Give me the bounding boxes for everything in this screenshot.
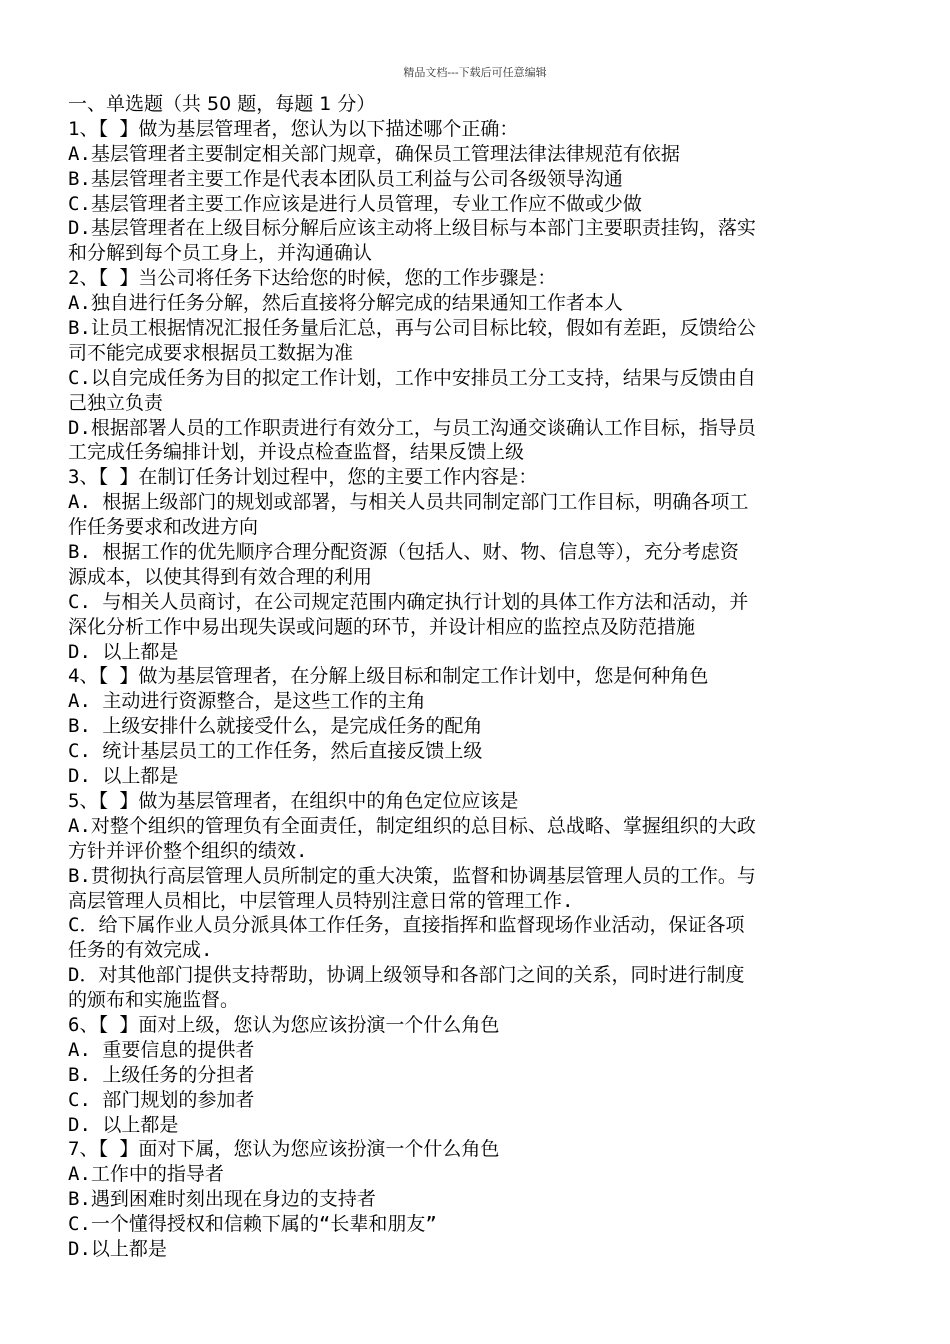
question-6-option-a: A. 重要信息的提供者: [68, 1038, 255, 1061]
question-3-option-b-cont: 源成本，以使其得到有效合理的利用: [68, 565, 373, 588]
document-body: [68, 92, 883, 1262]
question-5-option-b: B.贯彻执行高层管理人员所制定的重大决策，监督和协调基层管理人员的工作。与: [68, 864, 756, 887]
question-2-option-c-cont: 己独立负责: [68, 391, 164, 414]
question-5-stem: 5、【 】做为基层管理者，在组织中的角色定位应该是: [68, 789, 519, 812]
question-2-option-b: B.让员工根据情况汇报任务量后汇总，再与公司目标比较，假如有差距，反馈给公: [68, 317, 756, 340]
question-5-option-c: C．给下属作业人员分派具体工作任务，直接指挥和监督现场作业活动，保证各项: [68, 914, 745, 937]
question-5-option-d-cont: 的颁布和实施监督。: [68, 989, 240, 1012]
question-7-option-d: D.以上都是: [68, 1237, 167, 1260]
question-4-option-a: A. 主动进行资源整合，是这些工作的主角: [68, 690, 426, 713]
question-7-stem: 7、【 】面对下属，您认为您应该扮演一个什么角色: [68, 1138, 500, 1161]
question-2-option-d: D.根据部署人员的工作职责进行有效分工，与员工沟通交谈确认工作目标，指导员: [68, 416, 756, 439]
question-4-option-c: C. 统计基层员工的工作任务，然后直接反馈上级: [68, 740, 483, 763]
question-2-option-a: A.独自进行任务分解，然后直接将分解完成的结果通知工作者本人: [68, 292, 623, 315]
question-6-option-b: B. 上级任务的分担者: [68, 1063, 255, 1086]
question-1-option-a: A.基层管理者主要制定相关部门规章，确保员工管理法律法律规范有依据: [68, 142, 680, 165]
question-3-option-c: C. 与相关人员商讨，在公司规定范围内确定执行计划的具体工作方法和活动，并: [68, 590, 749, 613]
question-1-option-b: B.基层管理者主要工作是代表本团队员工利益与公司各级领导沟通: [68, 167, 623, 190]
question-7-option-b: B.遇到困难时刻出现在身边的支持者: [68, 1188, 376, 1211]
question-4-option-d: D. 以上都是: [68, 765, 179, 788]
question-5-option-c-cont: 任务的有效完成.: [68, 939, 213, 962]
question-4-stem: 4、【 】做为基层管理者，在分解上级目标和制定工作计划中，您是何种角色: [68, 665, 709, 688]
question-1-option-c: C.基层管理者主要工作应该是进行人员管理，专业工作应不做或少做: [68, 192, 642, 215]
question-3-stem: 3、【 】在制订任务计划过程中，您的主要工作内容是：: [68, 466, 538, 489]
question-1-stem: 1、【 】做为基层管理者，您认为以下描述哪个正确：: [68, 117, 519, 140]
question-7-option-c: C.一个懂得授权和信赖下属的“长辈和朋友”: [68, 1213, 437, 1236]
question-7-option-a: A.工作中的指导者: [68, 1163, 224, 1186]
question-3-option-b: B. 根据工作的优先顺序合理分配资源（包括人、财、物、信息等），充分考虑资: [68, 541, 739, 564]
question-4-option-b: B. 上级安排什么就接受什么，是完成任务的配角: [68, 715, 483, 738]
question-3-option-a-cont: 作任务要求和改进方向: [68, 516, 259, 539]
question-6-stem: 6、【 】面对上级，您认为您应该扮演一个什么角色: [68, 1013, 500, 1036]
question-2-option-c: C.以自完成任务为目的拟定工作计划，工作中安排员工分工支持，结果与反馈由自: [68, 366, 756, 389]
question-2-stem: 2、【 】当公司将任务下达给您的时候，您的工作步骤是：: [68, 267, 557, 290]
question-6-option-c: C. 部门规划的参加者: [68, 1088, 255, 1111]
question-5-option-a: A.对整个组织的管理负有全面责任，制定组织的总目标、总战略、掌握组织的大政: [68, 814, 756, 837]
question-5-option-a-cont: 方针并评价整个组织的绩效.: [68, 839, 308, 862]
question-5-option-d: D．对其他部门提供支持帮助，协调上级领导和各部门之间的关系，同时进行制度: [68, 964, 745, 987]
question-3-option-c-cont: 深化分析工作中易出现失误或问题的环节，并设计相应的监控点及防范措施: [68, 615, 696, 638]
question-6-option-d: D. 以上都是: [68, 1113, 179, 1136]
question-3-option-a: A. 根据上级部门的规划或部署，与相关人员共同制定部门工作目标，明确各项工: [68, 491, 749, 514]
question-1-option-d-cont: 和分解到每个员工身上，并沟通确认: [68, 242, 373, 265]
question-2-option-d-cont: 工完成任务编排计划，并设点检查监督，结果反馈上级: [68, 441, 525, 464]
question-2-option-b-cont: 司不能完成要求根据员工数据为准: [68, 341, 354, 364]
question-5-option-b-cont: 高层管理人员相比，中层管理人员特别注意日常的管理工作.: [68, 889, 574, 912]
question-3-option-d: D. 以上都是: [68, 640, 179, 663]
section-title: 一、单选题（共 50 题，每题 1 分）: [68, 93, 376, 115]
page-header: 精品文档---下载后可任意编辑: [403, 66, 547, 79]
question-1-option-d: D.基层管理者在上级目标分解后应该主动将上级目标与本部门主要职责挂钩，落实: [68, 217, 756, 240]
